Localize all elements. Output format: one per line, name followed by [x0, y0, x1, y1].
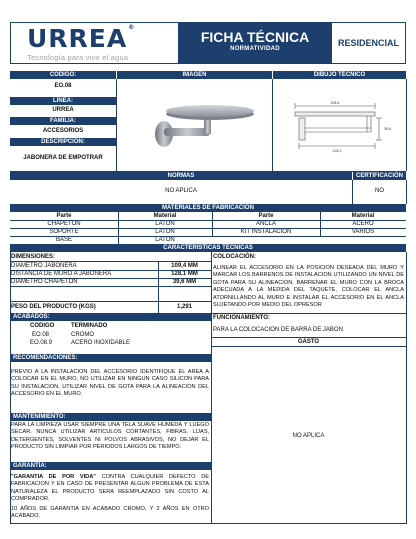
- imagen-label: IMAGEN: [117, 71, 272, 79]
- table-cell: BASE: [55, 237, 72, 243]
- drawing-dim-right: 39,6: [384, 127, 391, 131]
- codigo-value: EO.08: [54, 83, 72, 89]
- page-subtitle: NORMATIVIDAD: [230, 46, 280, 52]
- table-cell: KIT INSTALACION: [240, 229, 292, 235]
- mantenimiento-label: MANTENIMIENTO:: [10, 413, 211, 421]
- normas-label: NORMAS: [10, 172, 352, 180]
- technical-drawing: [285, 96, 397, 154]
- divider: [10, 523, 407, 524]
- divider: [10, 220, 406, 221]
- dim-name: DIAMETRO CHAPETON: [11, 279, 78, 285]
- recomendaciones-label: RECOMENDACIONES:: [10, 354, 211, 362]
- divider: [10, 286, 211, 287]
- garantia-label: GARANTÍA:: [10, 462, 211, 470]
- certificacion-value: NO: [375, 188, 384, 194]
- table-header: Parte: [258, 213, 274, 219]
- divider: [406, 79, 407, 171]
- acabados-col-terminado: TERMINADO: [71, 323, 108, 329]
- divider: [212, 212, 213, 236]
- dibujo-label: DIBUJO TÉCNICO: [273, 71, 406, 79]
- table-cell: LATON: [155, 229, 175, 235]
- acabado-terminado: CROMO: [71, 332, 94, 338]
- divider: [10, 301, 211, 302]
- dim-value: 39,6 MM: [172, 279, 197, 285]
- gasto-label: GASTO: [297, 339, 320, 345]
- divider: [118, 212, 119, 244]
- drawing-dim-bottom: 128,1: [332, 149, 342, 153]
- peso-value: 1,291: [176, 304, 192, 310]
- descripcion-label: DESCRIPCIÓN:: [10, 138, 116, 146]
- garantia-lead: "GARANTIA DE POR VIDA": [11, 474, 96, 480]
- normas-value: NO APLICA: [165, 188, 197, 194]
- table-cell: SOPORTE: [49, 229, 79, 235]
- divider: [272, 79, 273, 171]
- colocacion-text: ALINEAR EL ACCESORIO EN LA POSICION DESEADA DEL MURO Y MARCAR LOS BARRENOS DE INSTALACION UTILIZANDO UN NIVEL DE GOTA PARA SU ALINEACION. BARRENAR EL MURO CON LA BROCA ADECUADA A LA MEDIDA DEL TAQUETE, COLOCAR EL ANCLA ATORNILLANDO AL MURO E INSTALAR EL ACCESORIO EN EL ANCLA SUJETANDO POR MEDIO DEL OPRESOR: [213, 265, 404, 309]
- descripcion-value: JABONERA DE EMPOTRAR: [23, 155, 103, 161]
- drawing-dim-top: 108,4: [330, 101, 340, 105]
- acabado-codigo: EO.08.9: [30, 340, 53, 346]
- acabados-col-codigo: CODIGO: [30, 323, 55, 329]
- linea-label: LÍNEA:: [10, 97, 116, 105]
- dimensiones-label: DIMENSIONES:: [11, 254, 56, 260]
- divider: [10, 236, 406, 237]
- brand-logo: URREA®: [27, 24, 136, 53]
- page-title: FICHA TÉCNICA: [200, 29, 310, 45]
- colocacion-label: COLOCACIÓN:: [213, 254, 256, 260]
- table-header: Material: [153, 213, 177, 219]
- divider: [10, 252, 11, 523]
- recomendaciones-text: PREVIO A LA INSTALACION DEL ACCESORIO IDENTIFIQUE EL AREA A COLOCAR EN EL MURO, NO UTILIZAR EN NINGUN CASO SILICON PARA SU INSTALACION. UTILIZAR NIVEL DE GOTA PARA LA ALINEACION DEL ACCESORIO EN EL MURO.: [11, 369, 209, 398]
- divider: [116, 79, 117, 171]
- mantenimiento-text: PARA LA LIMPIEZA USAR SIEMPRE UNA TELA SUAVE HUMEDA Y LUEGO SECAR. NUNCA UTILIZAR ARTICULOS CORTANTES, FIBRAS, LIJAS, DETERGENTES, SOLVENTES NI POLVOS ABRASIVOS, NO DEJAR EL PRODUCTO SIN LIMPIAR POR PERIODOS LARGOS DE TIEMPO.: [11, 422, 209, 451]
- title-block: [178, 23, 332, 63]
- divider: [10, 228, 406, 229]
- table-cell: LATON: [155, 237, 175, 243]
- table-cell: ACERO: [352, 221, 374, 227]
- caracteristicas-label: CARACTERÍSTICAS TÉCNICAS: [10, 244, 406, 252]
- materiales-label: MATERIALES DE FABRICACIÓN: [10, 204, 406, 212]
- funcionamiento-label: FUNCIONAMIENTO:: [213, 315, 270, 321]
- brand-tagline: Tecnología para vivir el agua: [27, 53, 129, 62]
- familia-label: FAMILIA:: [10, 117, 116, 125]
- garantia-years: 10 AÑOS DE GARANTIA EN ACABADO CROMO, Y 2 AÑOS EN OTRO ACABADO.: [11, 506, 209, 520]
- peso-label: PESO DEL PRODUCTO (KGS): [11, 304, 96, 310]
- codigo-label: CÓDIGO:: [10, 71, 116, 79]
- certificacion-label: CERTIFICACIÓN: [353, 172, 406, 180]
- table-cell: CHAPETON: [47, 221, 81, 227]
- divider: [406, 252, 407, 523]
- garantia-body: CONTRA CUALQUIER DEFECTO DE FABRICACION Y EN CASO DE PRESENTAR ALGUN PROBLEMA DE ESTA NATURALEZA EL PRODUCTO SERA REEMPLAZADO SIN COSTO AL COMPRADOR.: [11, 474, 209, 503]
- gasto-value: NO APLICA: [292, 433, 325, 439]
- dim-name: DISTANCIA DE MURO A JABONERA: [11, 271, 112, 277]
- table-header: Parte: [56, 213, 72, 219]
- product-image: [140, 92, 260, 154]
- dim-value: 128,1 MM: [171, 271, 198, 277]
- dim-value: 109,4 MM: [171, 263, 198, 269]
- table-header: Material: [351, 213, 375, 219]
- table-cell: VARIOS: [351, 229, 375, 235]
- acabado-terminado: ACERO INOXIDABLE: [71, 340, 131, 346]
- logo-area: [11, 23, 178, 63]
- header: [10, 22, 406, 64]
- linea-value: URREA: [52, 107, 74, 113]
- familia-value: ACCESORIOS: [42, 128, 84, 134]
- divider: [406, 180, 407, 204]
- funcionamiento-text: PARA LA COLOCACION DE BARRA DE JABON: [213, 327, 343, 333]
- dim-name: DIAMETRO JABONERA: [11, 263, 77, 269]
- category-label: RESIDENCIAL: [332, 23, 405, 63]
- garantia-text: [11, 474, 209, 504]
- divider: [320, 212, 321, 236]
- divider: [352, 180, 353, 204]
- table-cell: ANCLA: [255, 221, 276, 227]
- acabados-label: ACABADOS:: [10, 313, 211, 321]
- divider: [211, 346, 406, 347]
- acabado-codigo: EO.08: [32, 332, 50, 338]
- table-cell: LATON: [155, 221, 175, 227]
- divider: [211, 252, 212, 523]
